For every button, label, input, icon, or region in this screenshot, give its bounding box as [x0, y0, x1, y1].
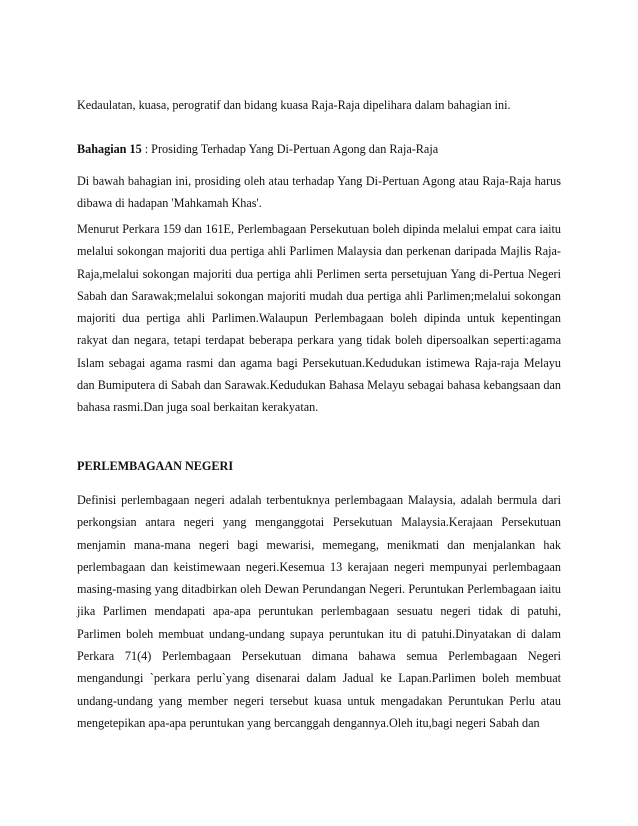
bahagian-15-title: : Prosiding Terhadap Yang Di-Pertuan Agong dan Raja-Raja: [141, 142, 439, 156]
bahagian-15-label: Bahagian 15: [77, 142, 142, 156]
perlembagaan-negeri-heading: PERLEMBAGAAN NEGERI: [77, 459, 234, 473]
bahagian-15-paragraph-1: Di bawah bahagian ini, prosiding oleh atau terhadap Yang Di-Pertuan Agong atau Raja-Raja harus dibawa di hadapan 'Mahkamah Khas'.: [77, 174, 561, 211]
bahagian-15-paragraph-2: Menurut Perkara 159 dan 161E, Perlembagaan Persekutuan boleh dipinda melalui empat cara iaitu melalui sokongan majoriti dua pertiga ahli Parlimen Malaysia dan perkenan daripada Majlis Raja-Raja,melalui sokongan majoriti dua pertiga ahli Perlimen serta persetujuan Yang di-Pertua Negeri Sabah dan Sarawak;melalui sokongan majoriti mudah dua pertiga ahli Parlimen;melalui sokongan majoriti dua pertiga ahli Parlimen.Walaupun Perlembagaan boleh dipinda untuk kepentingan rakyat dan negara, tetapi terdapat beberapa perkara yang tidak boleh dipersoalkan seperti:agama Islam sebagai agama rasmi dan agama bagi Persekutuan.Kedudukan istimewa Raja-raja Melayu dan Bumiputera di Sabah dan Sarawak.Kedudukan Bahasa Melayu sebagai bahasa kebangsaan dan bahasa rasmi.Dan juga soal berkaitan kerakyatan.: [77, 222, 561, 415]
bahagian-15-heading: [77, 138, 561, 160]
perlembagaan-negeri-paragraph: Definisi perlembagaan negeri adalah terbentuknya perlembagaan Malaysia, adalah bermula dari perkongsian antara negeri yang menganggotai Persekutuan Malaysia.Kerajaan Persekutuan menjamin mana-mana negeri bagi mewarisi, memegang, menikmati dan menjalankan hak perlembagaan dan keistimewaan negeri.Kesemua 13 kerajaan negeri mempunyai perlembagaan masing-masing yang ditadbirkan oleh Dewan Perundangan Negeri. Peruntukan Perlembagaan iaitu jika Parlimen mendapati apa-apa peruntukan perlembagaan sesuatu negeri tidak di patuhi, Parlimen boleh membuat undang-undang supaya peruntukan itu di patuhi.Dinyatakan di dalam Perkara 71(4) Perlembagaan Persekutuan dimana bahawa semua Perlembagaan Negeri mengandungi `perkara perlu`yang disenarai dalam Jadual ke Lapan.Parlimen boleh membuat undang-undang yang member negeri tersebut kuasa untuk mengadakan Peruntukan Perlu atau mengetepikan apa-apa peruntukan yang bercanggah dengannya.Oleh itu,bagi negeri Sabah dan: [77, 493, 561, 730]
intro-paragraph: Kedaulatan, kuasa, perogratif dan bidang kuasa Raja-Raja dipelihara dalam bahagian ini.: [77, 98, 511, 112]
